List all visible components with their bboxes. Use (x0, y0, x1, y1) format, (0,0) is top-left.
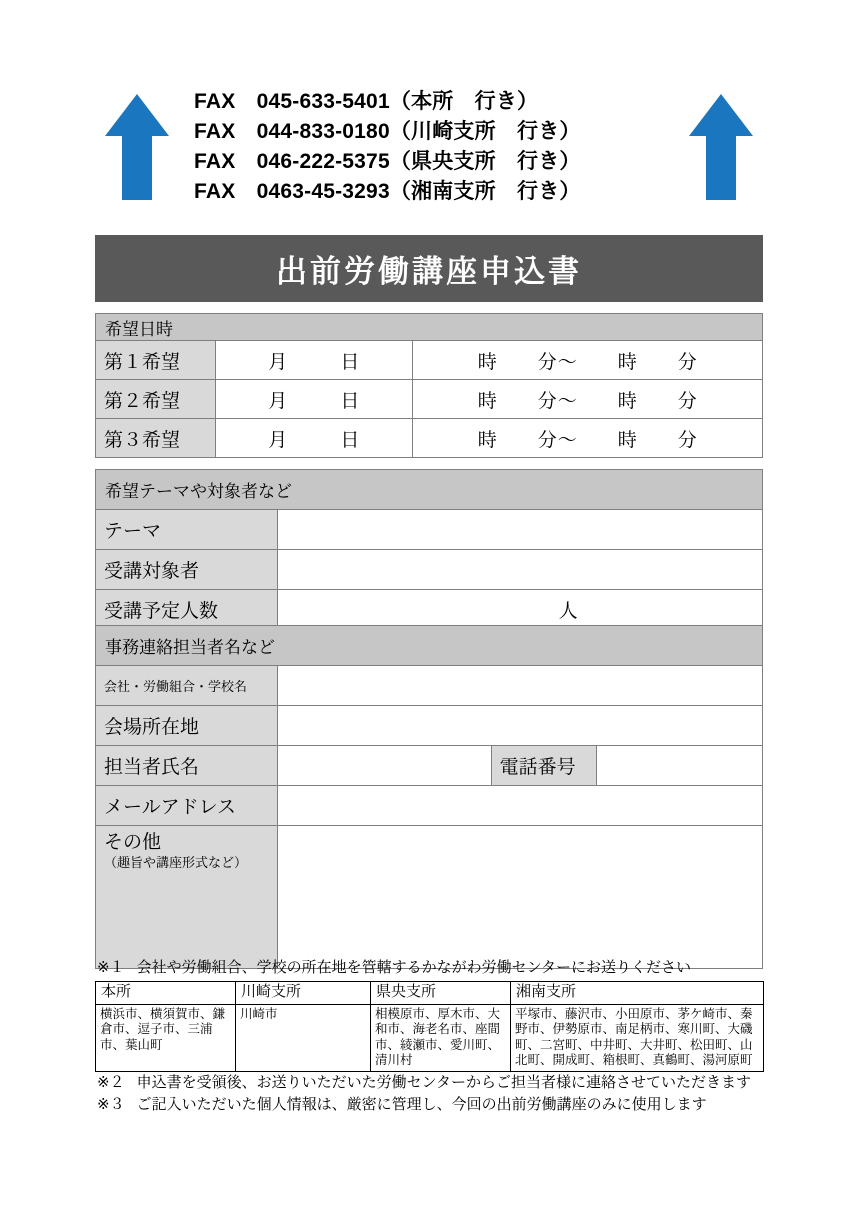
fax-line-kawasaki: FAX 044-833-0180（川崎支所 行き） (194, 120, 581, 143)
table-row (96, 982, 764, 1005)
up-arrow-icon-right (688, 92, 754, 202)
table-row (96, 626, 763, 666)
branch-area-shonan: 平塚市、藤沢市、小田原市、茅ケ崎市、秦野市、伊勢原市、南足柄市、寒川町、大磯町、二宮町、中井町、大井町、松田町、山北町、開成町、箱根町、真鶴町、湯河原町 (511, 1005, 764, 1072)
start-minute-unit: 分〜 (537, 429, 578, 451)
venue-address-input[interactable] (278, 706, 763, 746)
note-1-number: ※１ (97, 959, 125, 976)
fax-line-shonan: FAX 0463-45-3293（湘南支所 行き） (194, 180, 581, 203)
day-unit: 日 (340, 351, 361, 373)
end-minute-unit: 分 (677, 351, 698, 373)
day-unit: 日 (340, 429, 361, 451)
note-2-number: ※２ (97, 1074, 125, 1091)
branch-header-honsho: 本所 (96, 982, 236, 1005)
phone-label: 電話番号 (491, 746, 596, 786)
table-row (96, 1005, 764, 1072)
fax-number-list (194, 87, 664, 207)
attendee-count-input[interactable] (278, 590, 763, 630)
note-3-number: ※３ (97, 1096, 125, 1113)
schedule-row2-time-field[interactable] (413, 380, 763, 419)
venue-address-label: 会場所在地 (96, 706, 278, 746)
note-2-text: 申込書を受領後、お送りいただいた労働センターからご担当者様に連絡させていただきます (136, 1074, 751, 1091)
branch-area-kawasaki: 川崎市 (236, 1005, 371, 1072)
branch-header-kawasaki: 川崎支所 (236, 982, 371, 1005)
table-row (96, 826, 763, 969)
theme-input[interactable] (278, 510, 763, 550)
email-label: メールアドレス (96, 786, 278, 826)
schedule-row2-date-field[interactable] (216, 380, 413, 419)
branch-header-shonan: 湘南支所 (511, 982, 764, 1005)
table-row (96, 590, 763, 630)
schedule-row2-label: 第２希望 (96, 380, 216, 419)
organization-label: 会社・労働組合・学校名 (96, 666, 278, 706)
table-row (96, 550, 763, 590)
other-input[interactable] (278, 826, 763, 969)
email-input[interactable] (278, 786, 763, 826)
start-minute-unit: 分〜 (537, 351, 578, 373)
month-unit: 月 (268, 429, 289, 451)
note-1 (97, 956, 691, 977)
table-row (96, 380, 763, 419)
start-minute-unit: 分〜 (537, 390, 578, 412)
table-row (96, 666, 763, 706)
section-heading-schedule: 希望日時 (96, 314, 763, 341)
person-name-input[interactable] (278, 746, 491, 786)
table-row (96, 470, 763, 510)
table-row (96, 786, 763, 826)
branch-header-kenou: 県央支所 (371, 982, 511, 1005)
schedule-row1-time-field[interactable] (413, 341, 763, 380)
other-label-sub: （趣旨や講座形式など） (104, 854, 248, 870)
page-title: 出前労働講座申込書 (95, 235, 763, 302)
theme-label: テーマ (96, 510, 278, 550)
start-hour-unit: 時 (477, 429, 498, 451)
month-unit: 月 (268, 390, 289, 412)
note-2 (97, 1071, 751, 1092)
schedule-table (95, 313, 763, 458)
day-unit: 日 (340, 390, 361, 412)
fax-header-block (0, 82, 858, 212)
schedule-row1-date-field[interactable] (216, 341, 413, 380)
note-1-text: 会社や労働組合、学校の所在地を管轄するかながわ労働センターにお送りください (136, 959, 691, 976)
table-row (96, 510, 763, 550)
fax-line-kenou: FAX 046-222-5375（県央支所 行き） (194, 150, 581, 173)
other-label (96, 826, 278, 969)
schedule-row3-time-field[interactable] (413, 419, 763, 458)
end-hour-unit: 時 (617, 351, 638, 373)
schedule-row3-date-field[interactable] (216, 419, 413, 458)
start-hour-unit: 時 (477, 390, 498, 412)
table-row (96, 419, 763, 458)
branch-area-honsho: 横浜市、横須賀市、鎌倉市、逗子市、三浦市、葉山町 (96, 1005, 236, 1072)
phone-input[interactable] (596, 746, 762, 786)
audience-input[interactable] (278, 550, 763, 590)
attendee-count-label: 受講予定人数 (96, 590, 278, 630)
organization-input[interactable] (278, 666, 763, 706)
branch-area-kenou: 相模原市、厚木市、大和市、海老名市、座間市、綾瀬市、愛川町、清川村 (371, 1005, 511, 1072)
branch-jurisdiction-table (95, 981, 764, 1072)
start-hour-unit: 時 (477, 351, 498, 373)
contact-table (95, 625, 763, 969)
end-minute-unit: 分 (677, 429, 698, 451)
month-unit: 月 (268, 351, 289, 373)
end-hour-unit: 時 (617, 390, 638, 412)
note-3-text: ご記入いただいた個人情報は、厳密に管理し、今回の出前労働講座のみに使用します (136, 1096, 707, 1113)
people-unit: 人 (558, 601, 578, 622)
up-arrow-icon-left (104, 92, 170, 202)
person-name-label: 担当者氏名 (96, 746, 278, 786)
other-label-main: その他 (104, 832, 162, 853)
table-row (96, 706, 763, 746)
section-heading-contact: 事務連絡担当者名など (96, 626, 763, 666)
schedule-row1-label: 第１希望 (96, 341, 216, 380)
fax-line-honsho: FAX 045-633-5401（本所 行き） (194, 90, 539, 113)
table-row (96, 314, 763, 341)
section-heading-theme: 希望テーマや対象者など (96, 470, 763, 510)
schedule-row3-label: 第３希望 (96, 419, 216, 458)
end-minute-unit: 分 (677, 390, 698, 412)
table-row (96, 341, 763, 380)
end-hour-unit: 時 (617, 429, 638, 451)
audience-label: 受講対象者 (96, 550, 278, 590)
theme-table (95, 469, 763, 630)
note-3 (97, 1093, 707, 1114)
table-row (96, 746, 763, 786)
